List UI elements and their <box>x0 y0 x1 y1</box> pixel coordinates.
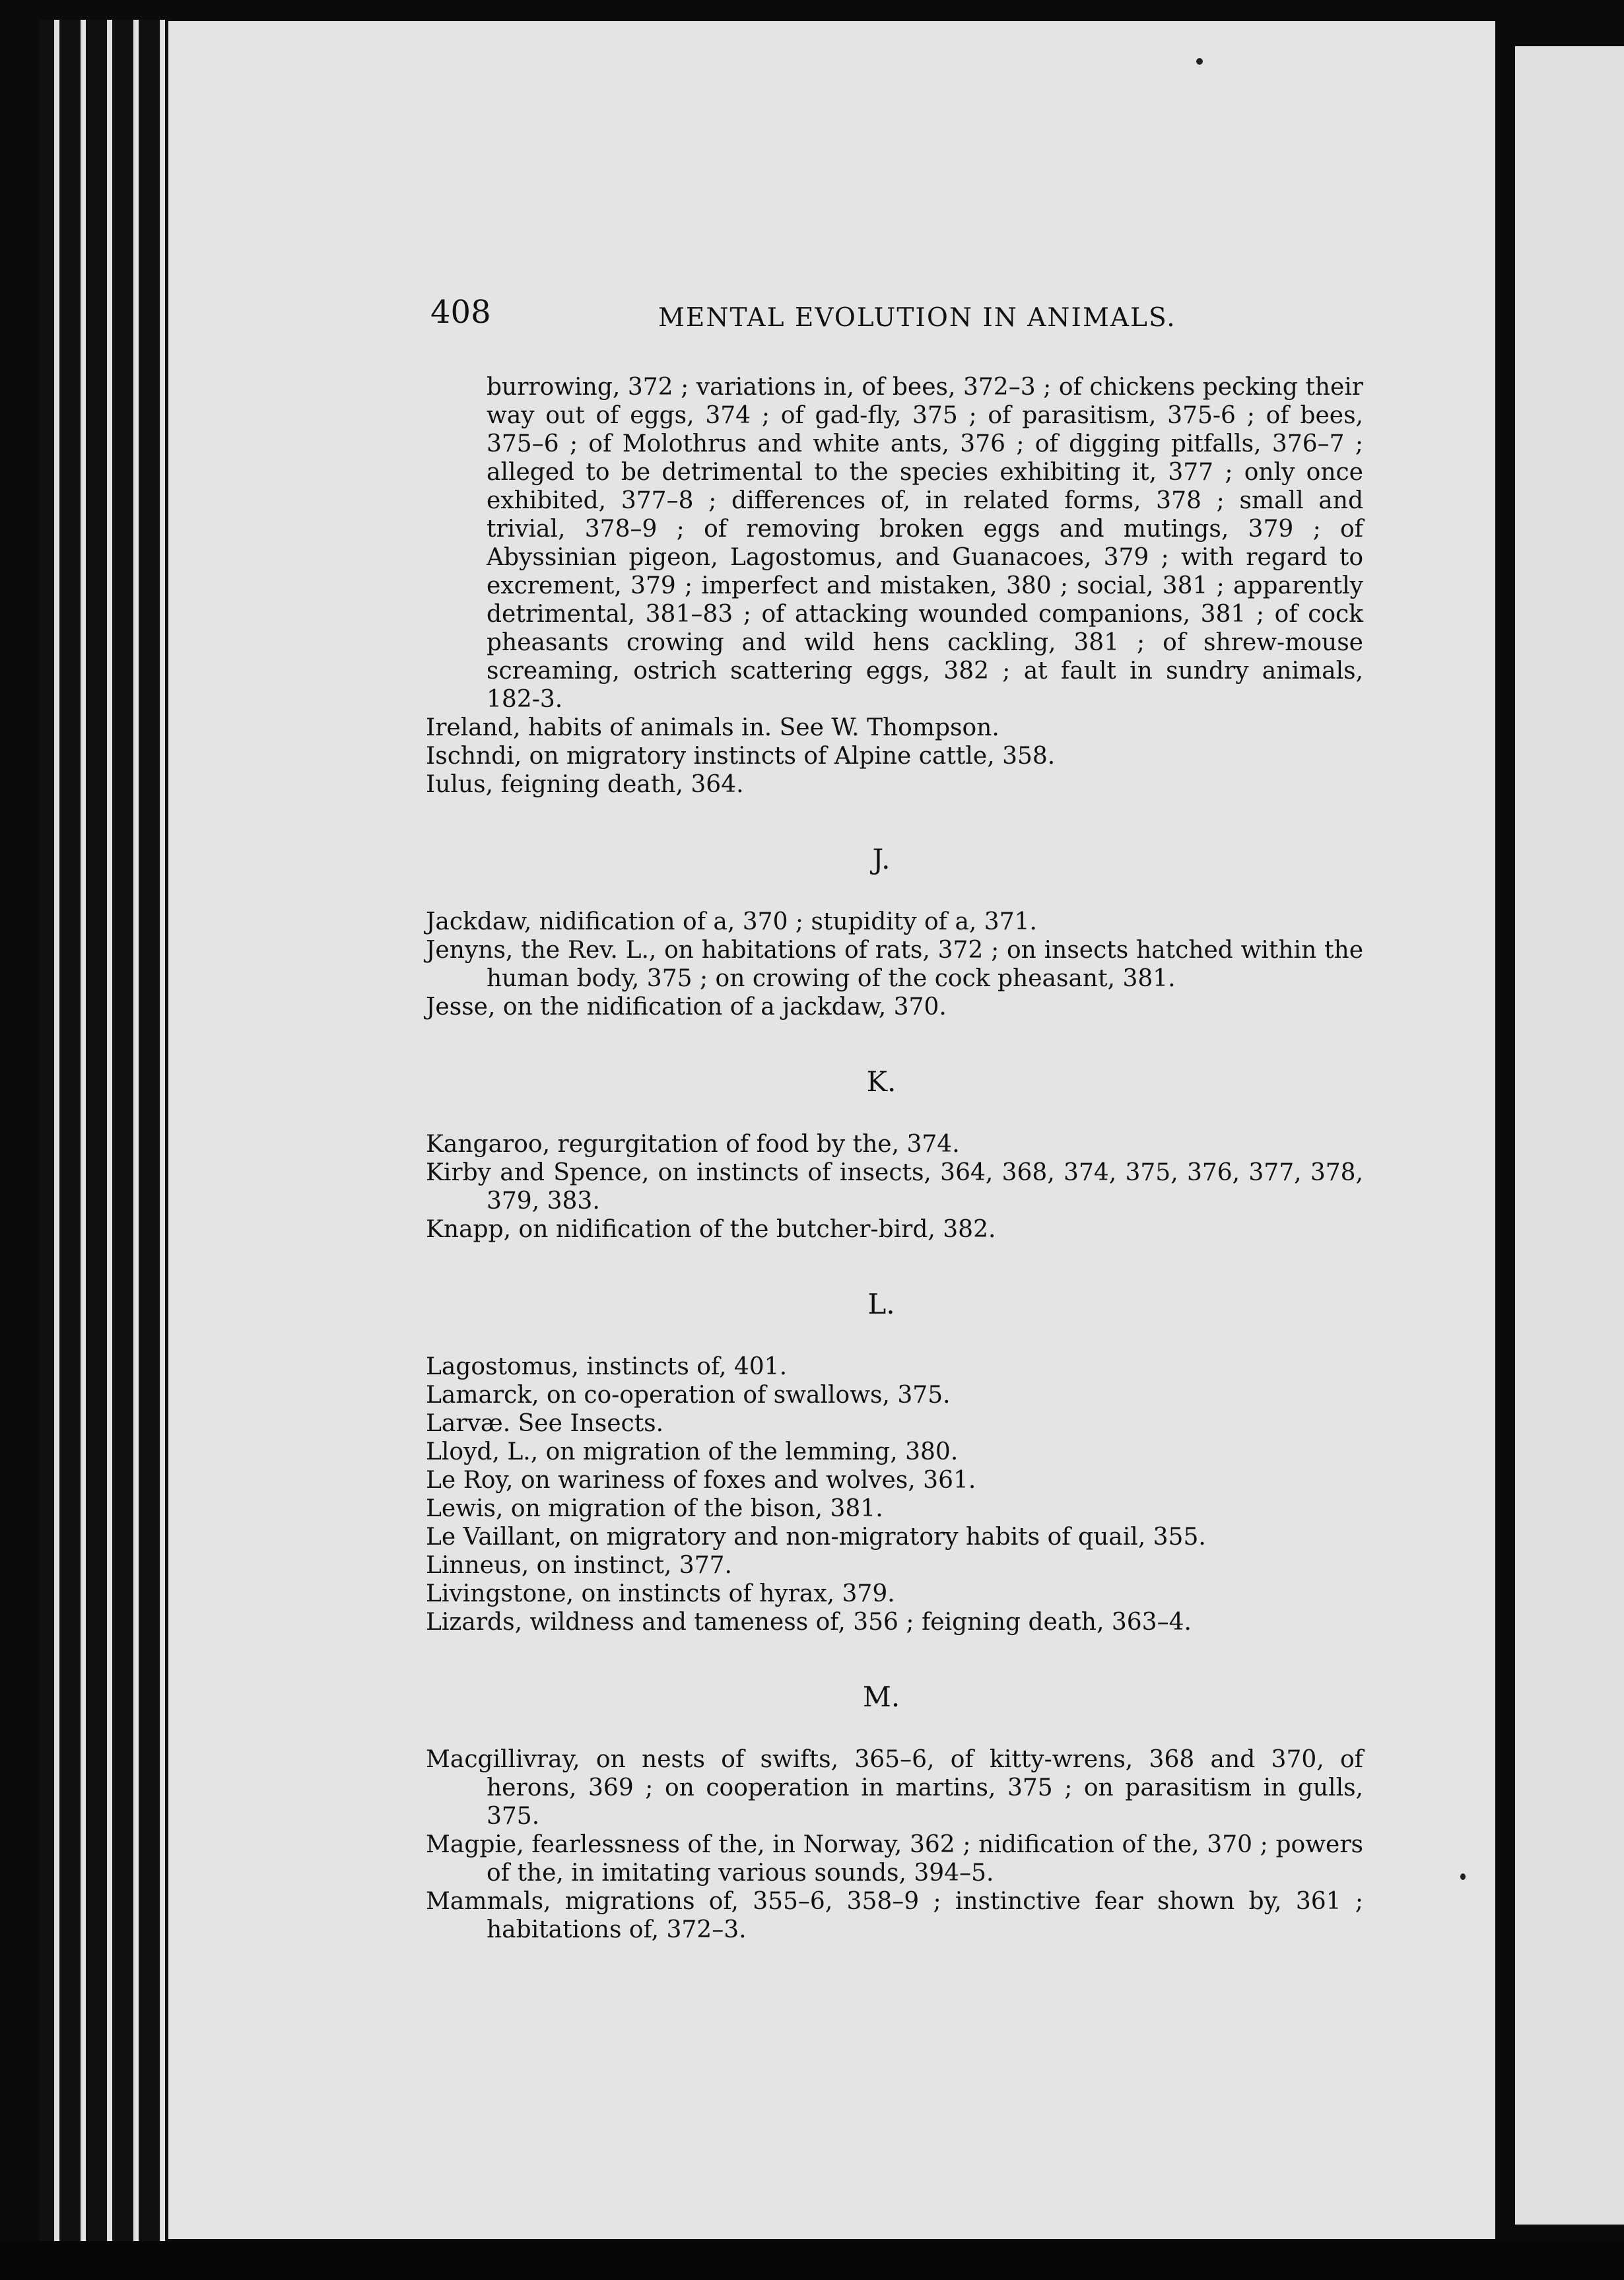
index-entry: Larvæ. See Insects. <box>426 1410 664 1437</box>
index-entry: Kangaroo, regurgitation of food by the, 374. <box>426 1131 960 1158</box>
index-entry: Kirby and Spence, on instincts of insects, 364, 368, 374, 375, 376, 377, 378, 379, 383. <box>426 1159 1363 1215</box>
index-entry: Lagostomus, instincts of, 401. <box>426 1353 788 1380</box>
section-letter-m: M. <box>862 1681 900 1713</box>
index-entry: Lloyd, L., on migration of the lemming, 380. <box>426 1438 959 1465</box>
index-entry: Livingstone, on instincts of hyrax, 379. <box>426 1580 895 1607</box>
continued-entry: burrowing, 372 ; variations in, of bees, 372–3 ; of chickens pecking their way out of eggs, 374 ; of gad-fly, 375 ; of parasitism, 375-6 ; of bees, 375–6 ; of Molothrus and white ants, 376 ; of digging pitfalls, 376–7 ; alleged to be detrimental to the species exhibiting it, 377 ; only once exhibited, 377–8 ; differences of, in related forms, 378 ; small and trivial, 378–9 ; of removing broken eggs and mutings, 379 ; of Abyssinian pigeon, Lagostomus, and Guanacoes, 379 ; with regard to excrement, 379 ; imperfect and mistaken, 380 ; social, 381 ; apparently detrimental, 381–83 ; of attacking wounded companions, 381 ; of cock pheasants crowing and wild hens cackling, 381 ; of shrew-mouse screaming, ostrich scattering eggs, 382 ; at fault in sundry animals, 182-3. <box>487 374 1363 713</box>
index-entry: Ischndi, on migratory instincts of Alpine cattle, 358. <box>426 743 1056 770</box>
section-letter-j: J. <box>872 843 891 875</box>
index-entry: Le Roy, on wariness of foxes and wolves, 361. <box>426 1467 976 1494</box>
index-entry: Magpie, fearlessness of the, in Norway, 362 ; nidification of the, 370 ; powers of the, in imitating various sounds, 394–5. <box>426 1831 1363 1887</box>
scan-border <box>0 2241 1624 2280</box>
index-entry: Knapp, on nidification of the butcher-bird, 382. <box>426 1216 996 1243</box>
index-entry: Lamarck, on co-operation of swallows, 375. <box>426 1382 951 1409</box>
index-entry: Mammals, migrations of, 355–6, 358–9 ; instinctive fear shown by, 361 ; habitations of, 372–3. <box>426 1888 1363 1943</box>
index-entry: Jenyns, the Rev. L., on habitations of rats, 372 ; on insects hatched within the human body, 375 ; on crowing of the cock pheasant, 381. <box>426 937 1363 992</box>
index-entry: Jesse, on the nidification of a jackdaw, 370. <box>426 993 947 1021</box>
index-entry: Iulus, feigning death, 364. <box>426 771 744 798</box>
index-entry: Lizards, wildness and tameness of, 356 ; feigning death, 363–4. <box>426 1609 1192 1636</box>
section-letter-l: L. <box>867 1288 895 1320</box>
running-head <box>430 294 1355 347</box>
index-entry: Macgillivray, on nests of swifts, 365–6, of kitty-wrens, 368 and 370, of herons, 369 ; on cooperation in martins, 375 ; on parasitism in gulls, 375. <box>426 1746 1363 1830</box>
index-content <box>426 373 1363 1944</box>
index-entry: Ireland, habits of animals in. See W. Thompson. <box>426 714 999 741</box>
index-entry: Le Vaillant, on migratory and non-migratory habits of quail, 355. <box>426 1524 1206 1551</box>
index-entry: Jackdaw, nidification of a, 370 ; stupidity of a, 371. <box>426 908 1037 935</box>
section-letter-k: K. <box>866 1065 897 1098</box>
index-entry: Linneus, on instinct, 377. <box>426 1552 732 1579</box>
scan-speck <box>1196 58 1203 65</box>
index-entry: Lewis, on migration of the bison, 381. <box>426 1495 883 1522</box>
scan-speck <box>1460 1873 1466 1880</box>
running-title: MENTAL EVOLUTION IN ANIMALS. <box>658 303 1176 333</box>
book-binding <box>40 20 172 2244</box>
page-number: 408 <box>430 294 491 331</box>
adjacent-page-edge <box>1515 46 1624 2225</box>
